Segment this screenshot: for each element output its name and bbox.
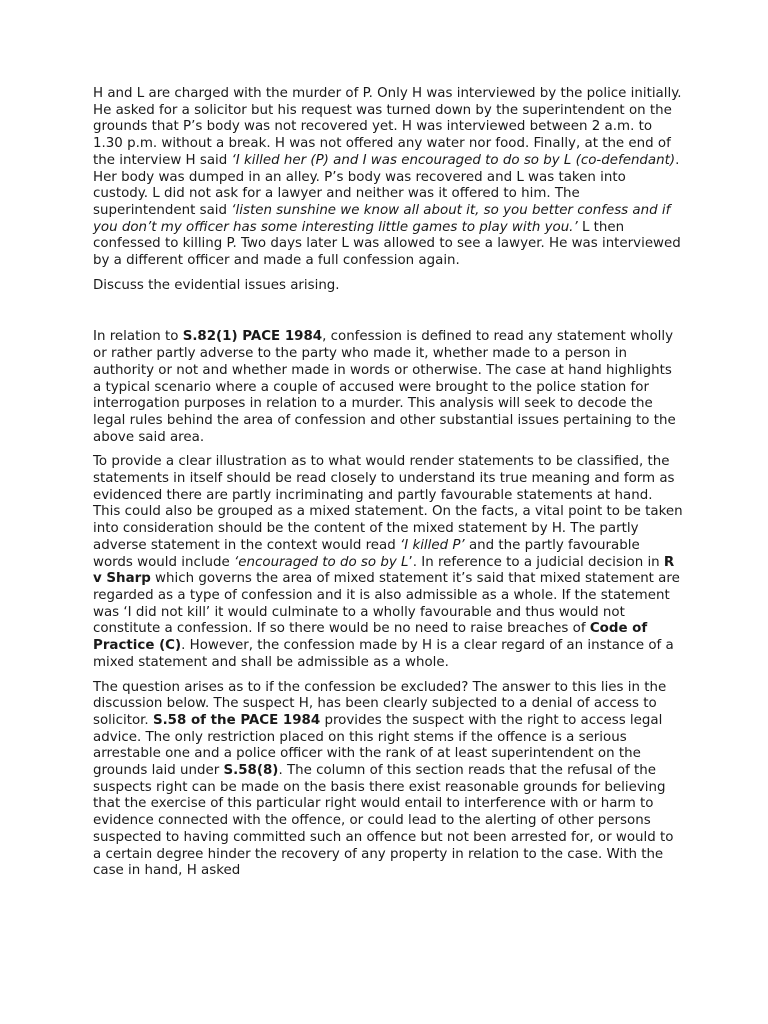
bold-text: S.82(1) PACE 1984 xyxy=(182,329,323,345)
italic-text: ‘I killed P’ xyxy=(399,537,465,553)
text-run: In relation to xyxy=(93,329,183,345)
text-run: which governs the area of mixed statement it’s said that mixed statement are regarded as a type of confession and it is also admissible as a whole. If the statement was ‘I did not kill’ it would culminate to a wholly favourable and thus would not constitute a confession. If so there would be no need to raise breaches of xyxy=(93,571,680,637)
question-scenario xyxy=(93,86,683,270)
italic-text: ‘listen sunshine we know all about it, so you better confess and if you don’t my officer has some interesting little games to play with you.’ xyxy=(93,202,671,235)
text-run: and the partly favourable words would include xyxy=(93,537,640,570)
bold-text: Code of Practice (C) xyxy=(93,621,648,654)
text-run: To provide a clear illustration as to what would render statements to be classified, the statements in itself should be read closely to understand its true meaning and form as evidenced there are partly incriminating and partly favourable statements at hand. This could also be grouped as a mixed statement. On the facts, a vital point to be taken into consideration should be the content of the mixed statement by H. The partly adverse statement in the context would read xyxy=(93,454,683,553)
answer-paragraph-3 xyxy=(93,680,683,880)
text-run: . Her body was dumped in an alley. P’s body was recovered and L was taken into custody. L did not ask for a lawyer and neither was it offered to him. The superintendent said xyxy=(93,152,680,218)
italic-text: ‘I killed her (P) and I was encouraged to do so by L (co-defendant) xyxy=(231,152,676,168)
bold-text: S.58(8) xyxy=(223,763,279,779)
text-run: ’. In reference to a judicial decision in xyxy=(408,554,664,570)
bold-text: S.58 of the PACE 1984 xyxy=(152,712,321,728)
text-run: L then confessed to killing P. Two days later L was allowed to see a lawyer. He was interviewed by a different officer and made a full confession again. xyxy=(93,219,681,269)
answer-paragraph-2 xyxy=(93,454,683,671)
italic-text: ‘encouraged to do so by L xyxy=(234,554,409,570)
text-run: provides the suspect with the right to access legal advice. The only restriction placed on this right stems if the offence is a serious arrestable one and a police officer with the rank of at least superintendent on the grounds laid under xyxy=(93,712,663,779)
text-run: . However, the confession made by H is a clear regard of an instance of a mixed statement and shall be admissible as a whole. xyxy=(93,638,674,670)
bold-text: R v Sharp xyxy=(93,554,675,587)
answer-paragraph-1 xyxy=(93,329,683,446)
question-prompt: Discuss the evidential issues arising. xyxy=(93,277,340,293)
document-page xyxy=(93,86,683,888)
text-run: H and L are charged with the murder of P. Only H was interviewed by the police initially. He asked for a solicitor but his request was turned down by the superintendent on the grounds that P’s body was not recovered yet. H was interviewed between 2 a.m. to 1.30 p.m. without a break. H was not offered any water nor food. Finally, at the end of the interview H said xyxy=(93,86,682,168)
text-run: , confession is defined to read any statement wholly or rather partly adverse to the party who made it, whether made to a person in authority or not and whether made in words or otherwise. The case at hand highlights a typical scenario where a couple of accused were brought to the police station for interrogation purposes in relation to a murder. This analysis will seek to decode the legal rules behind the area of confession and other substantial issues pertaining to the above said area. xyxy=(93,329,676,445)
text-run: The question arises as to if the confession be excluded? The answer to this lies in the discussion below. The suspect H, has been clearly subjected to a denial of access to solicitor. xyxy=(93,679,667,728)
text-run: . The column of this section reads that the refusal of the suspects right can be made on the basis there exist reasonable grounds for believing that the exercise of this particular right would entail to interference with or harm to evidence connected with the offence, or could lead to the alerting of other persons suspected to having committed such an offence but not been arrested for, or would to a certain degree hinder the recovery of any property in relation to the case. With the case in hand, H asked xyxy=(93,763,674,879)
